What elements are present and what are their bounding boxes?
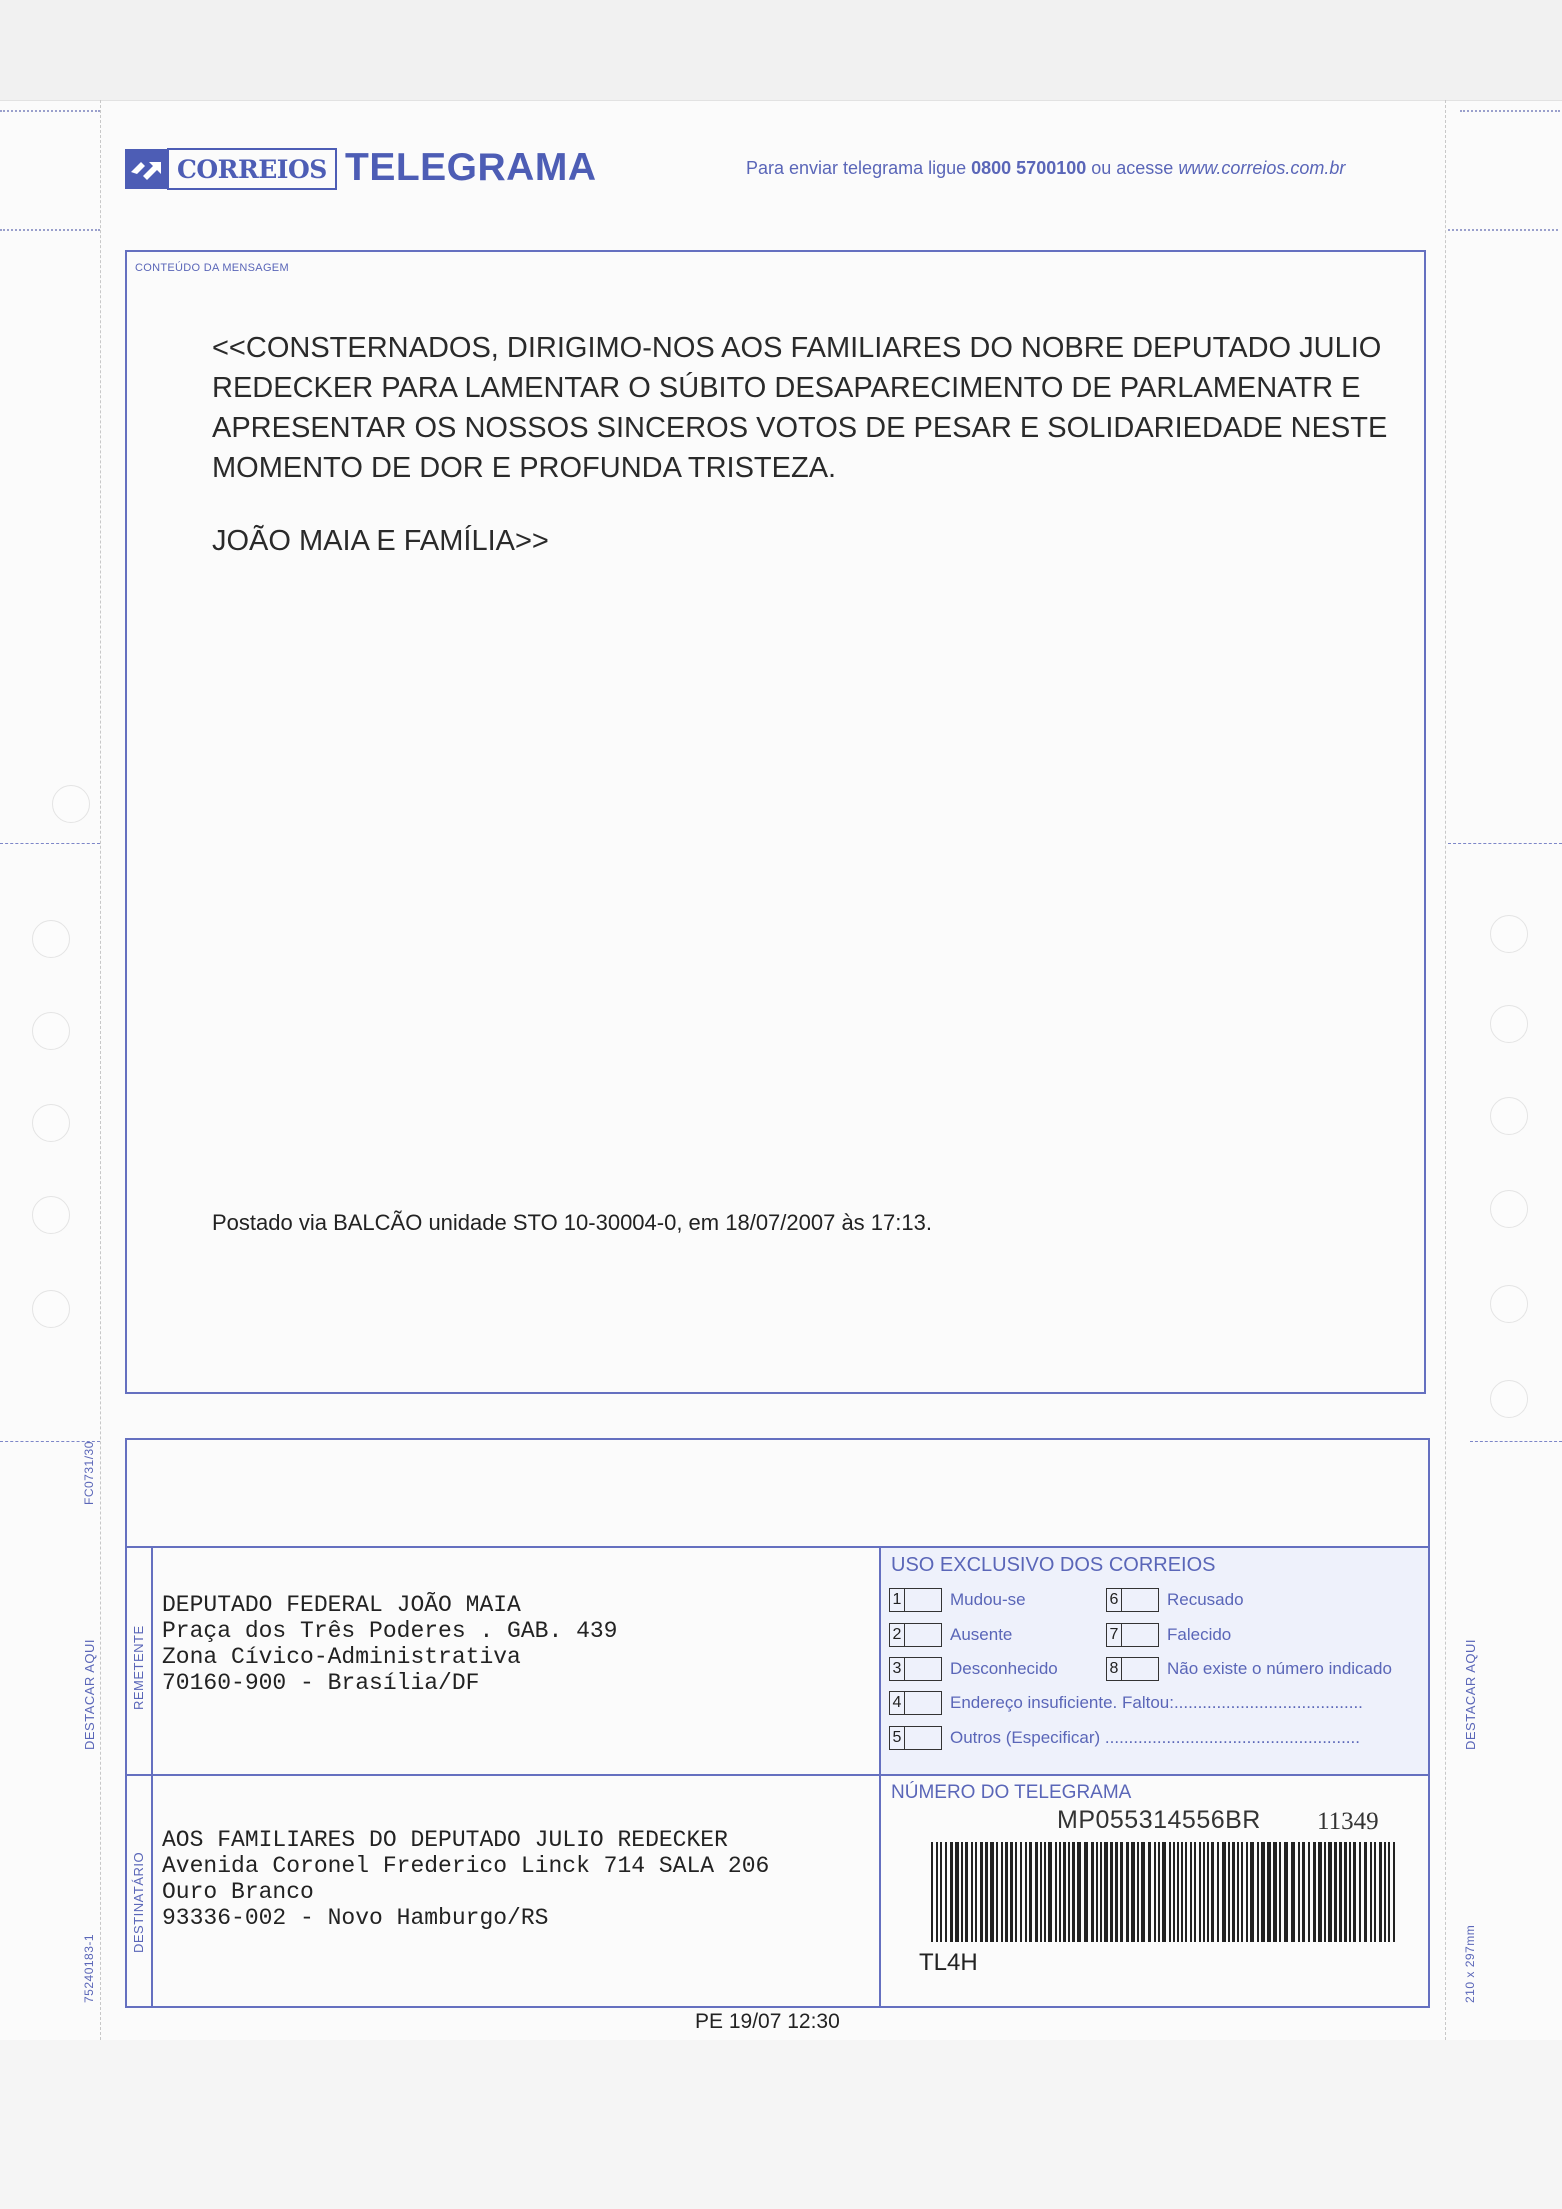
tear-dash — [1448, 843, 1562, 844]
checkbox — [1122, 1588, 1159, 1612]
barcode-bar — [1384, 1842, 1386, 1942]
barcode-bar — [980, 1842, 983, 1942]
message-body: <<CONSTERNADOS, DIRIGIMO-NOS AOS FAMILIARES DO NOBRE DEPUTADO JULIO REDECKER PARA LAMENTAR O SÚBITO DESAPARECIMENTO DE PARLAMENATR E APRESENTAR OS NOSSOS SINCEROS VOTOS DE PESAR E SOLIDARIEDADE NESTE MOMENTO DE DOR E PROFUNDA TRISTEZA. — [212, 332, 1388, 484]
barcode-bar — [1313, 1842, 1316, 1942]
barcode-bar — [1388, 1842, 1390, 1942]
barcode-bar — [1020, 1842, 1022, 1942]
barcode-bar — [1246, 1842, 1248, 1942]
return-option — [1106, 1623, 1231, 1647]
barcode-bar — [945, 1842, 947, 1942]
return-option — [889, 1691, 1363, 1715]
tear-guide — [1445, 100, 1446, 2040]
barcode-bar — [1349, 1842, 1351, 1942]
feed-hole — [52, 785, 90, 823]
tear-guide — [100, 100, 101, 2040]
barcode-bar — [1279, 1842, 1281, 1942]
barcode-bar — [1072, 1842, 1075, 1942]
feed-hole — [1490, 1005, 1528, 1043]
barcode-bar — [1044, 1842, 1046, 1942]
barcode-bar — [1005, 1842, 1008, 1942]
feed-hole — [32, 920, 70, 958]
option-number: 5 — [889, 1726, 905, 1750]
info-mid: ou acesse — [1086, 158, 1179, 178]
telegram-ref: 11349 — [1317, 1808, 1379, 1835]
option-number: 3 — [889, 1657, 905, 1681]
barcode-bar — [1237, 1842, 1239, 1942]
barcode-bar — [1154, 1842, 1156, 1942]
barcode-bar — [1126, 1842, 1129, 1942]
barcode-bar — [1222, 1842, 1226, 1942]
barcode-bar — [1273, 1842, 1277, 1942]
barcode-bar — [1115, 1842, 1118, 1942]
barcode-bar — [1131, 1842, 1135, 1942]
delivery-stamp: PE 19/07 12:30 — [695, 2010, 840, 2033]
bottom-paper-edge — [0, 2040, 1562, 2209]
barcode-bar — [1374, 1842, 1376, 1942]
label-strip-line — [151, 1546, 153, 2006]
barcode-bar — [1302, 1842, 1305, 1942]
barcode-bar — [1241, 1842, 1243, 1942]
info-phone: 0800 5700100 — [971, 158, 1087, 178]
barcode-bar — [1190, 1842, 1192, 1942]
option-label: Recusado — [1167, 1590, 1244, 1609]
barcode-bar — [1228, 1842, 1230, 1942]
tear-dash — [1470, 1441, 1562, 1442]
barcode — [931, 1842, 1401, 1942]
barcode-bar — [1048, 1842, 1052, 1942]
telegram-code: MP055314556BR — [1057, 1806, 1261, 1834]
option-number: 1 — [889, 1588, 905, 1612]
barcode-bar — [1077, 1842, 1081, 1942]
barcode-bar — [1379, 1842, 1382, 1942]
barcode-bar — [1298, 1842, 1300, 1942]
checkbox — [905, 1726, 942, 1750]
option-label: Outros (Especificar) ...................................................... — [950, 1728, 1360, 1747]
barcode-bar — [961, 1842, 963, 1942]
barcode-bar — [1141, 1842, 1145, 1942]
recipient-label: DESTINATÁRIO — [131, 1851, 146, 1953]
barcode-bar — [1353, 1842, 1356, 1942]
serial-label: 75240183-1 — [82, 1933, 96, 2003]
barcode-bar — [971, 1842, 973, 1942]
barcode-bar — [965, 1842, 968, 1942]
barcode-bar — [950, 1842, 953, 1942]
return-option — [889, 1588, 1026, 1612]
barcode-bar — [1308, 1842, 1310, 1942]
option-number: 4 — [889, 1691, 905, 1715]
feed-hole — [32, 1196, 70, 1234]
barcode-bar — [996, 1842, 998, 1942]
barcode-bar — [985, 1842, 988, 1942]
address-box — [125, 1438, 1430, 2008]
option-label: Mudou-se — [950, 1590, 1026, 1609]
feed-hole — [1490, 1097, 1528, 1135]
document-title: TELEGRAMA — [345, 146, 597, 189]
barcode-bar — [1261, 1842, 1265, 1942]
form-code-label: FC0731/30 — [82, 1441, 96, 1505]
perforation-line — [1460, 110, 1560, 112]
detach-here-left: DESTACAR AQUI — [82, 1638, 97, 1750]
checkbox — [905, 1657, 942, 1681]
barcode-bar — [1173, 1842, 1175, 1942]
logo-wordmark: CORREIOS — [167, 148, 337, 190]
feed-hole — [1490, 1380, 1528, 1418]
barcode-bar — [936, 1842, 938, 1942]
recipient-address: AOS FAMILIARES DO DEPUTADO JULIO REDECKER Avenida Coronel Frederico Linck 714 SALA 206 Ouro Branco 93336-002 - Novo Hamburgo/RS — [162, 1827, 770, 1931]
barcode-bar — [1284, 1842, 1288, 1942]
barcode-bar — [1137, 1842, 1139, 1942]
correios-logo — [125, 148, 337, 190]
correios-use-panel — [881, 1548, 1428, 1774]
feed-hole — [1490, 1285, 1528, 1323]
barcode-bar — [1370, 1842, 1372, 1942]
barcode-bar — [1194, 1842, 1196, 1942]
barcode-bar — [1029, 1842, 1032, 1942]
barcode-bar — [1169, 1842, 1171, 1942]
telegram-number-panel — [881, 1776, 1428, 2006]
barcode-bar — [1328, 1842, 1332, 1942]
barcode-bar — [1025, 1842, 1027, 1942]
barcode-bar — [1055, 1842, 1057, 1942]
barcode-bar — [1040, 1842, 1042, 1942]
barcode-bar — [1035, 1842, 1038, 1942]
option-label: Desconhecido — [950, 1659, 1058, 1678]
barcode-bar — [1162, 1842, 1166, 1942]
barcode-bar — [1091, 1842, 1094, 1942]
paper-size-label: 210 x 297mm — [1463, 1924, 1477, 2003]
option-label: Ausente — [950, 1625, 1013, 1644]
barcode-bar — [1324, 1842, 1326, 1942]
barcode-bar — [1393, 1842, 1395, 1942]
option-number: 8 — [1106, 1657, 1122, 1681]
option-label: Falecido — [1167, 1625, 1232, 1644]
barcode-bar — [1084, 1842, 1088, 1942]
barcode-bar — [1181, 1842, 1183, 1942]
barcode-bar — [1217, 1842, 1219, 1942]
barcode-bar — [1334, 1842, 1337, 1942]
barcode-bar — [1344, 1842, 1347, 1942]
option-number: 2 — [889, 1623, 905, 1647]
tear-dash — [0, 843, 100, 844]
barcode-bar — [1059, 1842, 1061, 1942]
feed-hole — [1490, 915, 1528, 953]
sender-label: REMETENTE — [131, 1625, 146, 1710]
barcode-bar — [1158, 1842, 1160, 1942]
barcode-bar — [1015, 1842, 1017, 1942]
posting-info: Postado via BALCÃO unidade STO 10-30004-0, em 18/07/2007 às 17:13. — [212, 1210, 932, 1235]
barcode-bar — [931, 1842, 933, 1942]
barcode-bar — [1232, 1842, 1235, 1942]
barcode-bar — [1104, 1842, 1108, 1942]
option-label: Não existe o número indicado — [1167, 1659, 1392, 1678]
barcode-bar — [990, 1842, 994, 1942]
telegram-number-title: NÚMERO DO TELEGRAMA — [891, 1782, 1132, 1803]
return-option — [1106, 1588, 1244, 1612]
barcode-bar — [1068, 1842, 1070, 1942]
header-contact-info — [746, 158, 1345, 179]
return-option — [1106, 1657, 1392, 1681]
correios-use-title: USO EXCLUSIVO DOS CORREIOS — [891, 1554, 1216, 1576]
perforation-line — [0, 229, 100, 231]
barcode-bar — [1250, 1842, 1254, 1942]
message-signature: JOÃO MAIA E FAMÍLIA>> — [212, 525, 549, 557]
barcode-bar — [1291, 1842, 1295, 1942]
barcode-bar — [1100, 1842, 1102, 1942]
barcode-bar — [1318, 1842, 1322, 1942]
barcode-bar — [1063, 1842, 1066, 1942]
message-box — [125, 250, 1426, 1394]
barcode-bar — [1148, 1842, 1151, 1942]
option-label: Endereço insuficiente. Faltou:........................................ — [950, 1693, 1363, 1712]
checkbox — [1122, 1623, 1159, 1647]
barcode-bar — [1001, 1842, 1003, 1942]
correios-arrows-icon — [125, 149, 167, 189]
barcode-bar — [1110, 1842, 1113, 1942]
barcode-bar — [1120, 1842, 1123, 1942]
barcode-bar — [1207, 1842, 1209, 1942]
barcode-bar — [1211, 1842, 1214, 1942]
barcode-bar — [1096, 1842, 1098, 1942]
barcode-bar — [1267, 1842, 1271, 1942]
barcode-bar — [1199, 1842, 1201, 1942]
checkbox — [1122, 1657, 1159, 1681]
barcode-bar — [955, 1842, 959, 1942]
perforation-line — [1448, 229, 1558, 231]
barcode-bar — [1010, 1842, 1013, 1942]
barcode-bar — [1257, 1842, 1259, 1942]
return-option — [889, 1726, 1360, 1750]
perforation-line — [0, 110, 100, 112]
barcode-bar — [1203, 1842, 1205, 1942]
barcode-bar — [1339, 1842, 1342, 1942]
feed-hole — [32, 1012, 70, 1050]
checkbox — [905, 1691, 942, 1715]
return-option — [889, 1623, 1012, 1647]
feed-hole — [1490, 1190, 1528, 1228]
option-number: 7 — [1106, 1623, 1122, 1647]
message-section-label: CONTEÚDO DA MENSAGEM — [135, 262, 289, 274]
checkbox — [905, 1623, 942, 1647]
barcode-bar — [940, 1842, 942, 1942]
detach-here-right: DESTACAR AQUI — [1463, 1638, 1478, 1750]
barcode-bar — [1177, 1842, 1179, 1942]
return-option — [889, 1657, 1058, 1681]
option-number: 6 — [1106, 1588, 1122, 1612]
info-prefix: Para enviar telegrama ligue — [746, 158, 972, 178]
feed-hole — [32, 1104, 70, 1142]
barcode-bar — [1185, 1842, 1187, 1942]
top-paper-edge — [0, 0, 1562, 101]
info-site: www.correios.com.br — [1178, 158, 1346, 178]
feed-hole — [32, 1290, 70, 1328]
barcode-bar — [1364, 1842, 1367, 1942]
checkbox — [905, 1588, 942, 1612]
route-code: TL4H — [919, 1949, 978, 1976]
barcode-bar — [975, 1842, 977, 1942]
barcode-bar — [1359, 1842, 1361, 1942]
sender-address: DEPUTADO FEDERAL JOÃO MAIA Praça dos Três Poderes . GAB. 439 Zona Cívico-Administrativa 70160-900 - Brasília/DF — [162, 1592, 618, 1696]
